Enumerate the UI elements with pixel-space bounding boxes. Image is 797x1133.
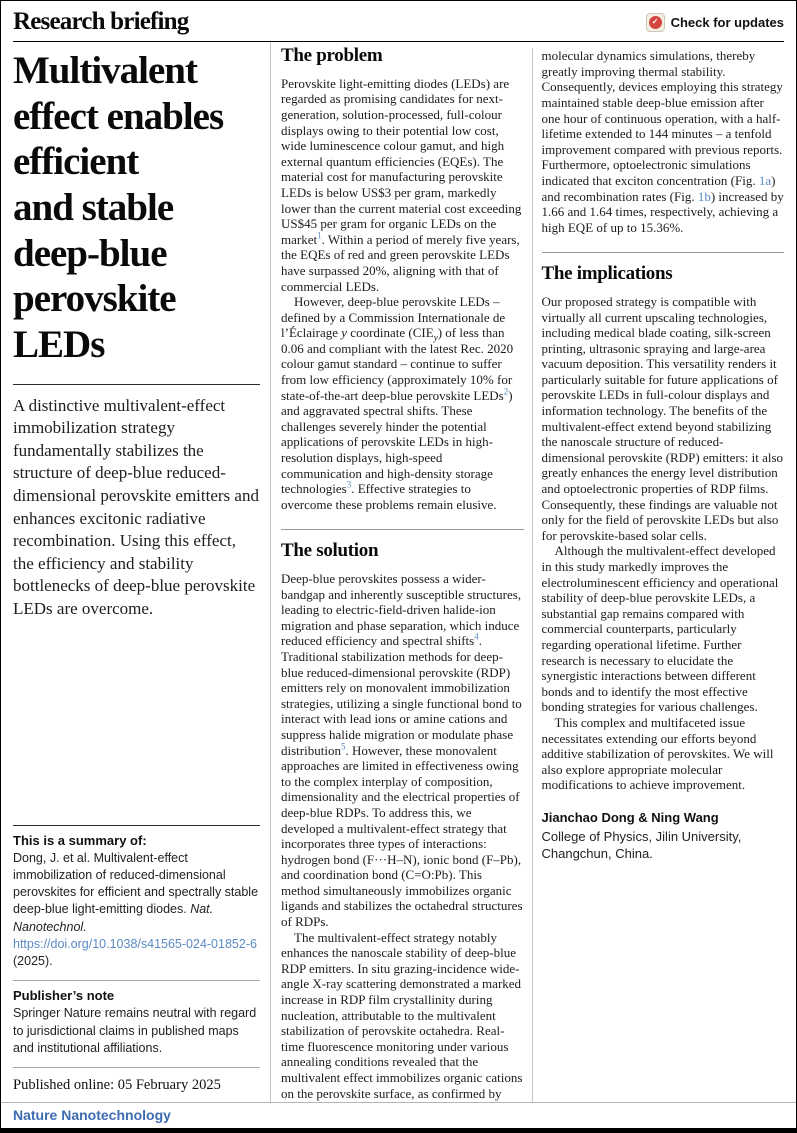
paragraph: Although the multivalent-effect developed in this study markedly improves the electroluminescent efficiency and operational stability of deep-blue perovskite LEDs, a substantial gap remains compared with commercial counterparts, particularly regarding operational lifetime. Further research is necessary to elucidate the synergistic interactions between different bonds and to identify the most effective bonding strategies for various challenges.	[541, 543, 779, 715]
page-header	[1, 1, 796, 41]
check-for-updates-button[interactable]	[646, 13, 784, 32]
summary-of-label: This is a summary of:	[13, 832, 147, 848]
title-line: perovskite	[13, 277, 176, 321]
section-heading-implications: The implications	[541, 263, 673, 285]
inline-reference-link[interactable]: 1	[317, 230, 322, 241]
text-segment: ) of less than 0.06 and compliant with the latest Rec. 2020 colour gamut standard – continue to suffer from low efficiency (approximately 10% for state-of-the-art deep-blue perovskite LEDs	[281, 325, 514, 403]
page-footer	[1, 1103, 796, 1128]
inline-reference-link[interactable]: 4	[474, 632, 479, 643]
text-segment: Nat. Nanotechnol.	[13, 902, 214, 934]
inline-reference-link[interactable]: https://doi.org/10.1038/s41565-024-01852-6	[13, 936, 257, 951]
text-segment: . Traditional stabilization methods for deep-blue reduced-dimensional perovskite (RDP) emitters rely on monovalent immobilization strategies, utilizing a single functional bond to interact with lead ions or amine cations and suppress halide migration or modulate phase distribution	[281, 633, 522, 758]
title-line: effect enables	[13, 94, 224, 138]
text-segment: ) and aggravated spectral shifts. These challenges severely hinder the potential applications of perovskite LEDs in high-resolution displays, high-speed communication and high-density storage technologies	[281, 387, 513, 497]
section-implications	[542, 252, 785, 793]
article-body	[271, 42, 784, 1102]
check-for-updates-label: Check for updates	[670, 14, 784, 30]
text-segment: The multivalent-effect strategy notably enhances the nanoscale stability of deep-blue RDP emitters. In situ grazing-incidence wide-angle X-ray scattering demonstrated a marked increase in RDP film crystallinity during nucleation, attributable to the multivalent stabilization of perovskite octahedra. Real-time fluorescence monitoring under various annealing conditions revealed that the multivalent effect immobilizes organic cations on the perovskite surface, as confirmed by molecular dynamics simulations, thereby greatly improving thermal stability. Consequently, devices employing this strategy maintained stable deep-blue emission after one hour of continuous operation, with a half-lifetime extended to 144 minutes – a tenfold improvement compared with previous reports. Furthermore, optoelectronic simulations indicated that exciton concentration (Fig.	[281, 48, 783, 1101]
text-segment: coordinate (CIE	[347, 325, 434, 341]
citation-text	[13, 850, 260, 971]
inline-reference-link[interactable]: 2	[503, 386, 509, 397]
text-segment: Deep-blue perovskites possess a wider-bandgap and inherently susceptible structures, leading to electric-field-driven halide-ion migration and phase separation, which induce reduced efficiency and spectral shifts	[281, 571, 522, 649]
text-segment: (2025).	[13, 954, 53, 969]
journal-name: Nature Nanotechnology	[13, 1106, 171, 1123]
summary-of-block	[13, 825, 260, 971]
inline-reference-link[interactable]: 5	[340, 741, 346, 752]
section-heading-problem: The problem	[281, 45, 383, 67]
published-online-date: Published online: 05 February 2025	[13, 1067, 260, 1098]
inline-reference-link[interactable]: 1b	[697, 188, 711, 204]
title-line: LEDs	[13, 322, 105, 366]
title-line: efficient	[13, 140, 139, 184]
authors-block	[542, 810, 785, 862]
inline-reference-link[interactable]: 1a	[758, 172, 772, 188]
title-line: Multivalent	[13, 49, 197, 93]
standfirst: A distinctive multivalent-effect immobilization strategy fundamentally stabilizes the structure of deep-blue reduced-dimensional perovskite emitters and enhances excitonic radiative recombination. Using this effect, the efficiency and stability bottlenecks of deep-blue perovskite LEDs are overcome.	[13, 384, 260, 621]
title-line: and stable	[13, 186, 174, 230]
text-segment: ) increased by 1.66 and 1.64 times, respectively, achieving a high EQE of up to 15.36%.	[541, 188, 784, 235]
paragraph	[281, 294, 524, 512]
text-segment: Dong, J. et al. Multivalent-effect immobilization of reduced-dimensional perovskites for efficient and spectrally stable deep-blue light-emitting diodes.	[13, 850, 259, 917]
author-affiliation: College of Physics, Jilin University, Changchun, China.	[541, 828, 742, 861]
text-segment: Perovskite light-emitting diodes (LEDs) are regarded as promising candidates for next-generation, solution-processed, full-colour displays owing to their potential low cost, wide luminescence colour gamut, and high external quantum efficiencies (EQEs). The material cost for manufacturing perovskite LEDs is below US$3 per gram, markedly lower than the current material cost exceeding US$45 per gram for organic LEDs on the market	[281, 75, 522, 247]
text-segment: . Effective strategies to overcome these problems remain elusive.	[281, 481, 497, 512]
author-names: Jianchao Dong & Ning Wang	[541, 809, 719, 825]
text-segment: y	[433, 332, 438, 343]
content-area	[1, 42, 796, 1102]
inline-reference-link[interactable]: 3	[346, 479, 352, 490]
section-heading-solution: The solution	[281, 540, 379, 562]
text-segment: . Within a period of merely five years, the EQEs of red and green perovskite LEDs have surpassed 20%, aligning with that of commercial LEDs.	[281, 231, 520, 294]
paragraph	[281, 76, 524, 294]
publication-brand: Research briefing	[13, 8, 189, 35]
text-segment: ) and recombination rates (Fig.	[541, 172, 776, 204]
text-segment: y	[341, 325, 348, 341]
title-line: deep-blue	[13, 231, 167, 275]
paragraph: This complex and multifaceted issue necessitates extending our efforts beyond additive stabilization of perovskites. We will also explore appropriate molecular modifications to achieve improvement.	[541, 714, 774, 793]
paragraph	[281, 571, 524, 930]
paragraph: Our proposed strategy is compatible with virtually all current upscaling technologies, including medical blade coating, silk-screen printing, ultrasonic spraying and large-area vacuum deposition. This versatility renders it particularly suitable for future applications of perovskite LEDs in full-colour displays and information technology. The benefits of the multivalent-effect extend beyond stabilizing the nanoscale structure of reduced-dimensional perovskite (RDP) emitters: it also greatly enhances the energy level distribution and optoelectronic properties of RDP films. Consequently, these findings are valuable not only for the field of perovskite LEDs but also for perovskite-based solar cells.	[541, 293, 784, 543]
text-segment: . However, these monovalent approaches are limited in effectiveness owing to the complex interplay of composition, dimensionality and the electrical properties of deep-blue RDPs. To address this, we developed a multivalent-effect strategy that incorporates three types of interactions: hydrogen bond (F···H–N), ionic bond (F–Pb), and coordination bond (C=O:Pb). This method simultaneously immobilizes organic ligands and stabilizes the octahedral structures of RDPs.	[281, 742, 523, 930]
publisher-note-label: Publisher’s note	[13, 988, 115, 1004]
text-segment: However, deep-blue perovskite LEDs – defined by a Commission Internationale de l’Éclairage	[281, 294, 506, 341]
article-title	[13, 48, 260, 367]
publisher-note-block	[13, 980, 260, 1057]
section-problem	[281, 45, 524, 512]
footer-accent-bar	[1, 1128, 796, 1132]
publisher-note-text: Springer Nature remains neutral with regard to jurisdictional claims in published maps and institutional affiliations.	[13, 1006, 257, 1055]
crossmark-icon: ✓	[646, 13, 665, 32]
left-column	[13, 42, 271, 1102]
